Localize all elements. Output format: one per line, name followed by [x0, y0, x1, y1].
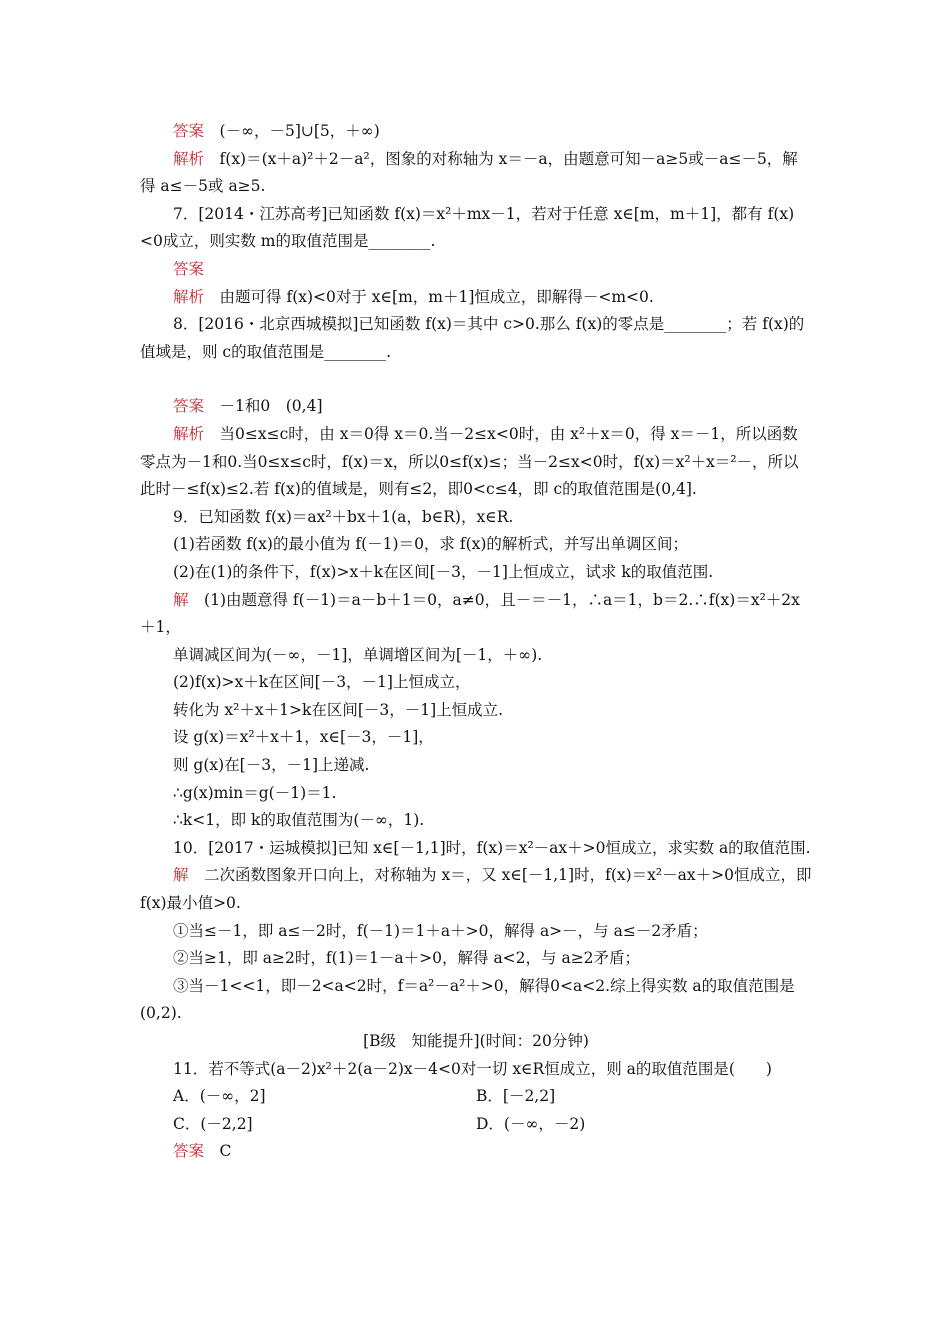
solution-10-case-1: ①当≤－1，即 a≤－2时，f(－1)＝1＋a＋>0，解得 a>－，与 a≤－2矛盾； [173, 921, 708, 940]
analysis-text: 由题可得 f(x)<0对于 x∈[m，m＋1]恒成立，即解得－<m<0. [219, 287, 654, 306]
answer-text: C [219, 1142, 232, 1161]
analysis-7 [140, 284, 812, 312]
solution-text: 二次函数图象开口向上，对称轴为 x＝，又 x∈[－1,1]时，f(x)＝x²－ax＋>0恒成立，即 f(x)最小值>0. [140, 866, 812, 913]
question-11: 11．若不等式(a－2)x²＋2(a－2)x－4<0对一切 x∈R恒成立，则 a的取值范围是( ) [173, 1059, 772, 1078]
answer-11 [140, 1138, 812, 1166]
option-b: B．[－2,2] [476, 1087, 556, 1106]
answer-8 [140, 393, 812, 421]
analysis-label: 解析 [173, 149, 205, 168]
answer-text: －1和0 (0,4] [219, 397, 323, 416]
options-row-2 [140, 1111, 812, 1139]
answer-6 [140, 118, 812, 146]
answer-7 [140, 256, 812, 284]
analysis-label: 解析 [173, 287, 205, 306]
solution-10 [140, 862, 812, 917]
solution-9-line: 单调减区间为(－∞，－1]，单调增区间为[－1，＋∞). [173, 645, 543, 664]
option-a: A．(－∞，2] [173, 1087, 266, 1106]
solution-9-line: 设 g(x)＝x²＋x＋1，x∈[－3，－1]， [173, 728, 434, 747]
question-10: 10．[2017・运城模拟]已知 x∈[－1,1]时，f(x)＝x²－ax＋>0恒成立，求实数 a的取值范围. [173, 838, 811, 857]
document-page [140, 118, 812, 1166]
question-8: 8．[2016・北京西城模拟]已知函数 f(x)＝其中 c>0.那么 f(x)的零点是________；若 f(x)的值域是，则 c的取值范围是________. [140, 315, 805, 361]
solution-text: (1)由题意得 f(－1)＝a－b＋1＝0，a≠0，且－＝－1，∴a＝1，b＝2.∴f(x)＝x²＋2x＋1， [140, 590, 800, 637]
solution-9-line: ∴k<1，即 k的取值范围为(－∞，1). [173, 811, 425, 830]
answer-label: 答案 [173, 122, 205, 140]
option-d: D．(－∞，－2) [476, 1114, 586, 1133]
analysis-label: 解析 [173, 424, 205, 443]
solution-10-case-2: ②当≥1，即 a≥2时，f(1)＝1－a＋>0，解得 a<2，与 a≥2矛盾； [173, 949, 641, 968]
question-9: 9．已知函数 f(x)＝ax²＋bx＋1(a，b∈R)，x∈R. [173, 507, 514, 526]
solution-9-line: (2)f(x)>x＋k在区间[－3，－1]上恒成立， [173, 673, 471, 692]
question-7: 7．[2014・江苏高考]已知函数 f(x)＝x²＋mx－1，若对于任意 x∈[m，m＋1]，都有 f(x)<0成立，则实数 m的取值范围是________. [140, 204, 795, 251]
analysis-8 [140, 421, 812, 504]
solution-label: 解 [173, 866, 189, 885]
solution-9-line: 则 g(x)在[－3，－1]上递减. [173, 756, 370, 775]
answer-text: (－∞，－5]∪[5，＋∞) [219, 122, 380, 140]
solution-9-line: ∴g(x)min＝g(－1)＝1. [173, 783, 337, 802]
answer-label: 答案 [173, 397, 205, 416]
answer-label: 答案 [173, 259, 205, 278]
analysis-6 [140, 146, 812, 201]
solution-label: 解 [173, 590, 189, 609]
solution-9 [140, 587, 812, 642]
option-c: C．(－2,2] [173, 1114, 253, 1133]
solution-9-line: 转化为 x²＋x＋1>k在区间[－3，－1]上恒成立. [173, 700, 504, 719]
question-9-part-2: (2)在(1)的条件下，f(x)>x＋k在区间[－3，－1]上恒成立，试求 k的取值范围. [173, 562, 714, 581]
answer-label: 答案 [173, 1142, 205, 1161]
formula-gap [140, 366, 812, 393]
solution-10-case-3: ③当－1<<1，即－2<a<2时，f＝a²－a²＋>0，解得0<a<2.综上得实数 a的取值范围是(0,2). [140, 976, 795, 1023]
options-row-1 [140, 1083, 812, 1111]
analysis-text: f(x)＝(x＋a)²＋2－a²，图象的对称轴为 x＝－a，由题意可知－a≥5或－a≤－5，解得 a≤－5或 a≥5. [140, 149, 798, 196]
analysis-text: 当0≤x≤c时，由 x＝0得 x＝0.当－2≤x<0时，由 x²＋x＝0，得 x＝－1，所以函数零点为－1和0.当0≤x≤c时，f(x)＝x，所以0≤f(x)≤；当－2≤x<0时，f(x)＝x²＋x＝²－，所以此时－≤f(x)≤2.若 f(x)的值域是，则有≤2，即0<c≤4，即 c的取值范围是(0,4]. [140, 424, 799, 499]
question-9-part-1: (1)若函数 f(x)的最小值为 f(－1)＝0，求 f(x)的解析式，并写出单调区间； [173, 535, 688, 554]
section-heading: [B级 知能提升](时间：20分钟) [363, 1032, 589, 1050]
